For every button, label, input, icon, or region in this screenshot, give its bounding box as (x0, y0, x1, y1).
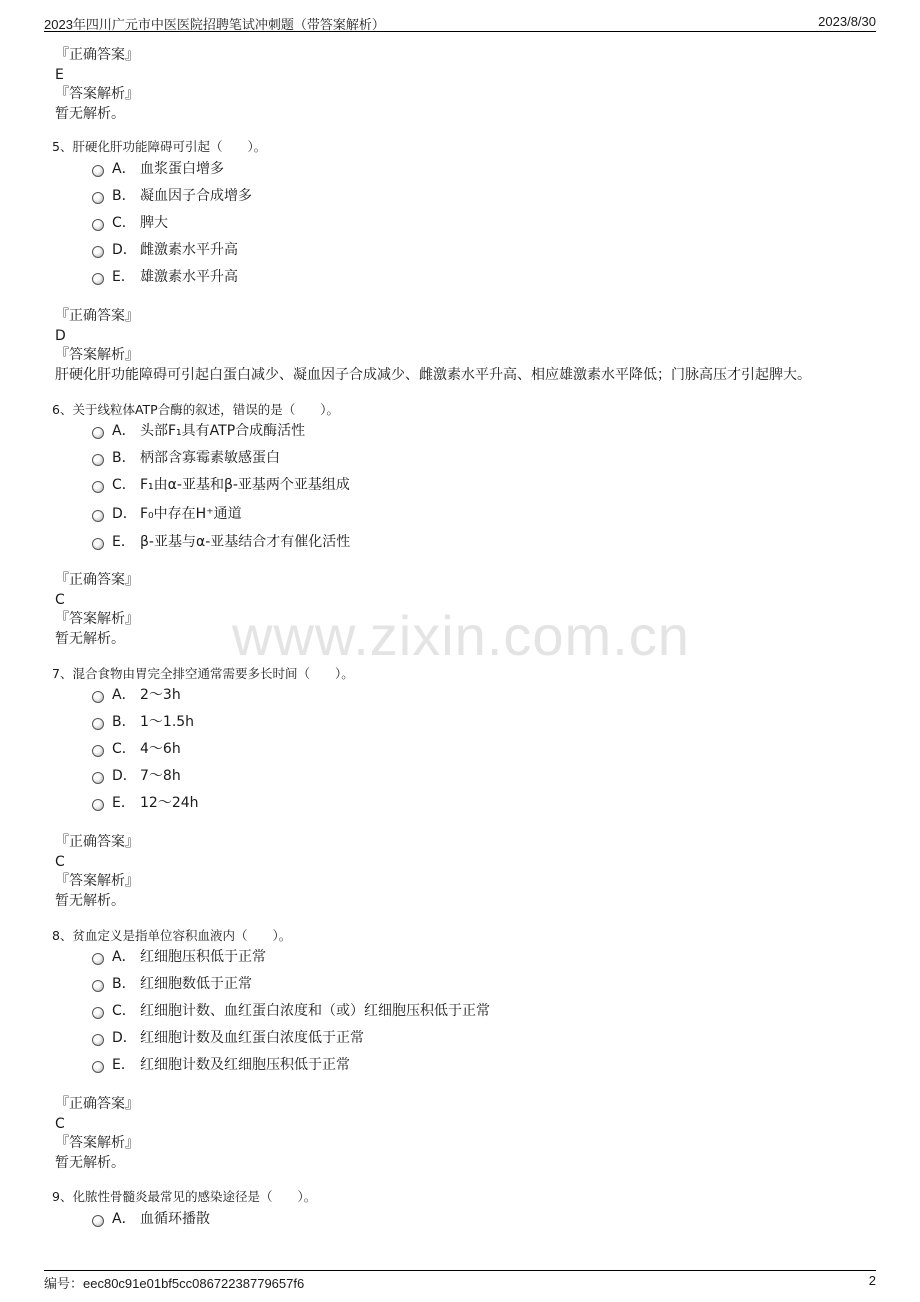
answer-value: C (55, 1115, 65, 1132)
radio-icon[interactable] (92, 481, 104, 493)
answer-block-q5 (55, 307, 811, 385)
answer-value: E (55, 66, 64, 83)
analysis-text: 暂无解析。 (55, 1154, 125, 1171)
question-stem: 9、化脓性骨髓炎最常见的感染途径是（ ）。 (52, 1189, 317, 1204)
radio-icon[interactable] (92, 165, 104, 177)
option-e[interactable]: E． β-亚基与α-亚基结合才有催化活性 (92, 531, 350, 553)
radio-icon[interactable] (92, 1215, 104, 1227)
radio-icon[interactable] (92, 799, 104, 811)
answer-label: 『正确答案』 (55, 308, 139, 324)
option-b[interactable]: B． 柄部含寡霉素敏感蛋白 (92, 447, 280, 469)
radio-icon[interactable] (92, 691, 104, 703)
option-a[interactable]: A． 头部F₁具有ATP合成酶活性 (92, 420, 305, 442)
option-c[interactable]: C． 红细胞计数、血红蛋白浓度和（或）红细胞压积低于正常 (92, 1000, 490, 1022)
answer-block-q4 (55, 46, 139, 124)
radio-icon[interactable] (92, 219, 104, 231)
analysis-text: 暂无解析。 (55, 630, 125, 647)
option-d[interactable]: D． 红细胞计数及血红蛋白浓度低于正常 (92, 1027, 364, 1049)
question-stem: 7、混合食物由胃完全排空通常需要多长时间（ ）。 (52, 666, 354, 681)
analysis-label: 『答案解析』 (55, 1135, 139, 1151)
question-stem: 6、关于线粒体ATP合酶的叙述，错误的是（ ）。 (52, 402, 339, 417)
option-a[interactable]: A． 血循环播散 (92, 1208, 210, 1230)
radio-icon[interactable] (92, 1034, 104, 1046)
option-a[interactable]: A． 2～3h (92, 684, 181, 706)
page-footer (44, 1270, 876, 1291)
answer-value: D (55, 327, 66, 344)
option-c[interactable]: C． F₁由α-亚基和β-亚基两个亚基组成 (92, 474, 350, 496)
document-code: 编号：eec80c91e01bf5cc08672238779657f6 (44, 1276, 305, 1291)
analysis-label: 『答案解析』 (55, 873, 139, 889)
answer-label: 『正确答案』 (55, 1096, 139, 1112)
document-title: 2023年四川广元市中医医院招聘笔试冲刺题（带答案解析） (44, 17, 385, 32)
answer-block-q8 (55, 1095, 139, 1173)
option-b[interactable]: B． 1～1.5h (92, 711, 194, 733)
radio-icon[interactable] (92, 273, 104, 285)
radio-icon[interactable] (92, 454, 104, 466)
option-a[interactable]: A． 血浆蛋白增多 (92, 158, 224, 180)
answer-label: 『正确答案』 (55, 47, 139, 63)
analysis-label: 『答案解析』 (55, 347, 139, 363)
answer-block-q7 (55, 833, 139, 911)
radio-icon[interactable] (92, 953, 104, 965)
analysis-text: 暂无解析。 (55, 105, 125, 122)
radio-icon[interactable] (92, 246, 104, 258)
answer-label: 『正确答案』 (55, 834, 139, 850)
analysis-label: 『答案解析』 (55, 86, 139, 102)
watermark: www.zixin.com.cn (232, 604, 690, 667)
radio-icon[interactable] (92, 980, 104, 992)
page-header (44, 14, 876, 32)
radio-icon[interactable] (92, 772, 104, 784)
option-c[interactable]: C． 脾大 (92, 212, 168, 234)
radio-icon[interactable] (92, 1007, 104, 1019)
radio-icon[interactable] (92, 538, 104, 550)
option-b[interactable]: B． 凝血因子合成增多 (92, 185, 252, 207)
page-number: 2 (868, 1273, 876, 1288)
analysis-label: 『答案解析』 (55, 611, 139, 627)
option-d[interactable]: D． 雌激素水平升高 (92, 239, 238, 261)
option-d[interactable]: D． F₀中存在H⁺通道 (92, 503, 242, 525)
question-stem: 8、贫血定义是指单位容积血液内（ ）。 (52, 928, 292, 943)
header-date: 2023/8/30 (818, 14, 876, 29)
option-c[interactable]: C． 4～6h (92, 738, 181, 760)
option-b[interactable]: B． 红细胞数低于正常 (92, 973, 252, 995)
option-e[interactable]: E． 雄激素水平升高 (92, 266, 238, 288)
answer-value: C (55, 591, 65, 608)
answer-value: C (55, 853, 65, 870)
radio-icon[interactable] (92, 1061, 104, 1073)
answer-block-q6 (55, 571, 139, 649)
option-a[interactable]: A． 红细胞压积低于正常 (92, 946, 266, 968)
radio-icon[interactable] (92, 718, 104, 730)
option-e[interactable]: E． 红细胞计数及红细胞压积低于正常 (92, 1054, 350, 1076)
analysis-text: 肝硬化肝功能障碍可引起白蛋白减少、凝血因子合成减少、雌激素水平升高、相应雄激素水平降低；门脉高压才引起脾大。 (55, 366, 811, 383)
radio-icon[interactable] (92, 192, 104, 204)
radio-icon[interactable] (92, 510, 104, 522)
analysis-text: 暂无解析。 (55, 892, 125, 909)
radio-icon[interactable] (92, 427, 104, 439)
answer-label: 『正确答案』 (55, 572, 139, 588)
radio-icon[interactable] (92, 745, 104, 757)
option-d[interactable]: D． 7～8h (92, 765, 181, 787)
question-stem: 5、肝硬化肝功能障碍可引起（ ）。 (52, 139, 267, 154)
option-e[interactable]: E． 12～24h (92, 792, 199, 814)
